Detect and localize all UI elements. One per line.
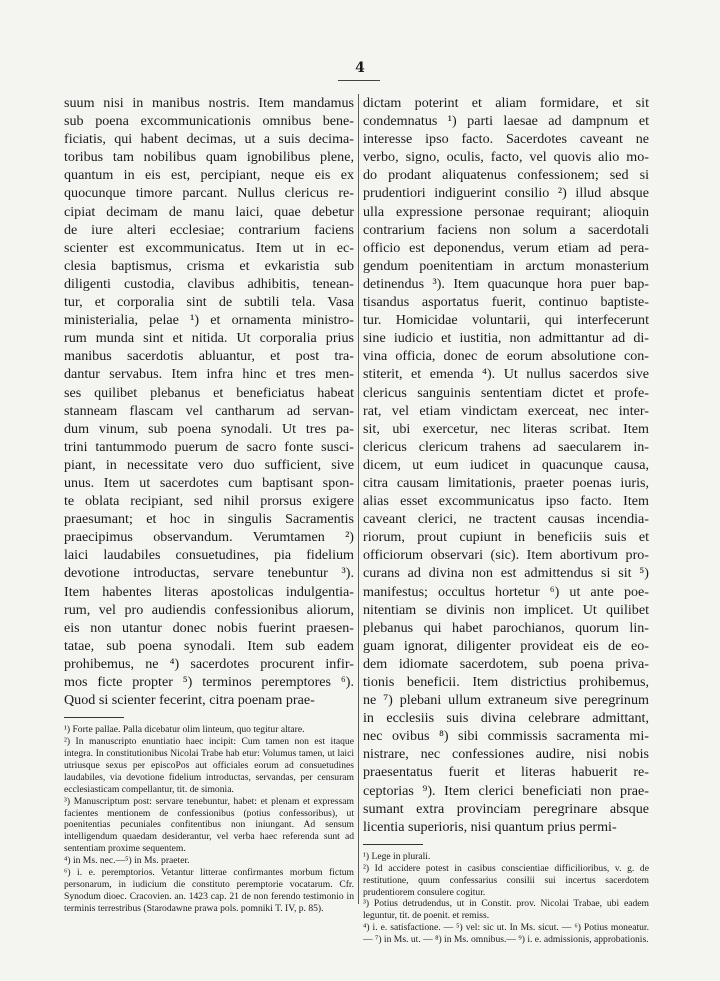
text-line: condemnatus ¹) parti laesae ad dampnum et [363,113,649,130]
text-line: dem idiomate sacerdotem, sub poena priva- [363,655,649,672]
text-line: ministerialia, pelae ¹) et ornamenta ministro- [64,312,354,329]
left-column [64,94,354,915]
text-line: caveant clerici, ne tractent causas incendia- [363,511,649,528]
text-line: toribus tam nobilibus quam ignobilibus plene, [64,149,354,166]
text-line: rat, vel etiam vindictam exerceat, nec inter- [363,402,649,419]
text-line: unus. Item ut sacerdotes cum baptisant spon- [64,474,354,491]
text-line: stanneam flascam vel cantharum ad servan- [64,402,354,419]
text-line: manibus sacerdotis abluantur, et post tra- [64,348,354,365]
text-line: quocunque timore parcant. Nullus clericus re- [64,185,354,202]
text-line: nistrare, nec confessiones audire, nisi nobis [363,746,649,763]
text-line: quantum in eis est, percipiant, neque eis ex [64,167,354,184]
text-line: trini tantummodo puerum de sacro fonte susci- [64,438,354,455]
text-line: prohibemus, ne ⁴) sacerdotes procurent infir- [64,655,354,672]
footnote: ¹) Lege in plurali. [363,850,431,862]
footnote: ²) Id accidere potest in casibus conscientiae difficilioribus, v. g. de restitutione, quum confessarius consilii sui incertus sacerdotem prudentiorem consulere cogitur. [363,862,649,898]
text-line: sumant extra provinciam peregrinare absque [363,800,649,817]
text-line: tur. Homicidae voluntarii, qui interfecerunt [363,312,649,329]
text-line: ceptorias ⁹). Item clerici beneficiati non prae- [363,782,649,799]
left-footnotes [64,724,354,915]
text-line: suum nisi in manibus nostris. Item mandamus [64,95,354,111]
text-line: devotione introductas, servare tenebuntur ³). [64,565,354,582]
text-line: officiorum observari (sic). Item abortivum pro- [363,547,649,564]
text-line: mos ficte propter ⁵) terminos peremptores ⁶). [64,674,354,690]
left-footnote-rule [64,717,124,718]
text-line: riorum, prout cupiunt in beneficiis suis et [363,529,649,546]
footnote: ¹) Forte pallae. Palla dicebatur olim linteum, quo tegitur altare. [64,724,305,736]
text-line: sine iudicio et iustitia, non admittantur ad di- [363,330,649,347]
text-line: detinendus ³). Item quacunque hora puer bap- [363,275,649,292]
text-line: dum vinum, sub poena synodali. Ut tres pa- [64,420,354,437]
footnote: ²) In manuscripto enuntiatio haec incipit: Cum tamen non est itaque integra. In constitutionibus Nicolai Trabe hab etur: Volumus tamen, ut laici utriusque sexus per episcoPos aut officiales eorum ad consuetudines laudabiles, via devotione fidelium introductas, servandas, per censuram ecclesiasticam compellantur, tit. de simonia. [64,736,354,795]
text-line: sit, ubi exercetur, nec literas scribat. Item [363,420,649,437]
text-line: nec ovibus ⁸) sibi commissis sacramenta mi- [363,728,649,745]
text-line: stiterit, et emenda ⁴). Ut nullus sacerdos sive [363,366,649,383]
text-line: nitentiam se divinis non implicet. Ut quilibet [363,601,649,618]
text-line: praecipimus observandum. Verumtamen ²) [64,529,354,546]
text-line: cipiat decimam de manu laici, quae debetur [64,203,354,220]
text-line: ulla expressione personae requirant; alioquin [363,203,649,220]
footnote: ³) Potius detrudendus, ut in Constit. prov. Nicolai Trabae, ubi eadem leguntur, tit. de poenit. et remiss. [363,898,649,922]
text-line: officio est deponendus, verum etiam ad pera- [363,239,649,256]
text-line: gendum poenitentiam in arctum monasterium [363,257,649,274]
text-line: praesentatus fuerit et literas habuerit re- [363,764,649,781]
text-line: contrarium faciens non solum a sacerdotali [363,221,649,238]
text-line: laici laudabiles consuetudines, pia fidelium [64,547,354,564]
text-line: praesumant; et hoc in singulis Sacramentis [64,511,354,528]
text-line: eis non utantur donec nobis fuerint praesen- [64,619,354,636]
text-line: de iure alteri ecclesiae; contrarium faciens [64,221,354,238]
text-line: clesia baptismus, crisma et evkaristia sub [64,257,354,274]
footnote: ⁴) in Ms. nec.—⁵) in Ms. praeter. [64,855,190,867]
footnote: ⁴) i. e. satisfactione. — ⁵) vel: sic ut. In Ms. sicut. — ⁶) Potius moneatur. — ⁷) in Ms. ut. — ⁸) in Ms. omnibus.— ⁹) i. e. admissionis, approbationis. [363,922,649,946]
text-line: ficiatis, qui habent decimas, ut a suis decima- [64,131,354,148]
text-line: alias esset excommunicatus ipso facto. Item [363,493,649,510]
text-line: clericus clericum trahens ad saecularem in- [363,438,649,455]
text-line: guam ignorat, diligenter provideat eis de eo- [363,637,649,654]
text-line: te oblata recipiant, sed nihil prorsus exigere [64,493,354,510]
text-line: in ecclesiis suis divina celebrare admittant, [363,710,649,727]
text-line: Item habentes literas apostolicas indulgentia- [64,583,354,600]
right-footnote-rule [363,844,423,845]
text-line: clericus sanguinis sententiam dictet et profe- [363,384,649,401]
text-line: tisandus asportatus fuerit, continuo baptiste- [363,294,649,311]
text-line: tatae, sub poena synodali. Item sub eadem [64,637,354,654]
page-number: 4 [355,60,365,76]
text-line: citra causam limitationis, praeter poenas iuris, [363,474,649,491]
page-number-rule [338,80,380,81]
text-line: sub poena excommunicationis omnibus bene- [64,113,354,130]
text-line: tur, et corporalia sint de subtili tela. Vasa [64,294,354,311]
text-line: manifestus; occultus hortetur ⁶) ut ante poe- [363,583,649,600]
right-column-text [363,94,649,836]
text-line: diligenti custodia, clavibus adhibitis, tenean- [64,275,354,292]
text-line: vina officia, donec de eorum absolutione con- [363,348,649,365]
text-line: tionis beneficii. Item districtius prohibemus, [363,674,649,690]
footnote: ⁶) i. e. peremptorios. Vetantur litterae confirmantes morbum fictum personarum, in iudicium die constituto peremptorie vocatarum. Cfr. Synodum dioec. Cracovien. an. 1423 cap. 21 de non ferendo testimonio in terminis terrestribus (Starodawne prawa pols. pomniki T. IV, p. 85). [64,867,354,914]
text-line: rum, vel pro audiendis confessionibus aliorum, [64,601,354,618]
text-line: interesse ipso facto. Sacerdotes caveant ne [363,131,649,148]
text-line: do prodant aliquatenus confessionem; sed si [363,167,649,184]
text-line: Quod si scienter fecerint, citra poenam prae- [64,692,315,709]
text-line: dicem, ut eum iudicet in quacunque causa, [363,456,649,473]
right-footnotes [363,851,649,946]
text-line: rum munda sint et nitida. Ut corporalia prius [64,330,354,347]
text-line: plebanus qui habet parochianos, quorum lin- [363,619,649,636]
column-divider [358,94,359,904]
text-line: dantur servabus. Item infra hinc et tres men- [64,366,354,383]
footnote: ³) Manuscriptum post: servare tenebuntur, habet: et plenam et expressam facientes mentionem de confessionibus (potius confessoribus), ut poenitentias pecuniales confitentibus non iniungant. Ad sensum intelligendum quaedam desiderantur, vel verba haec referenda sunt ad sententiam proxime sequentem. [64,795,354,855]
text-line: verbo, signo, oculis, facto, vel quovis alio mo- [363,149,649,166]
text-line: prudentiori indiguerint consilio ²) illud absque [363,185,649,202]
left-column-text [64,94,354,709]
text-line: ses quilibet plebanus et beneficiatus habeat [64,384,354,401]
text-line: piant, in necessitate vero duo sufficient, sive [64,456,354,473]
text-line: scienter est excommunicatus. Item ut in ec- [64,239,354,256]
text-line: curans ad divina non est admittendus si sit ⁵) [363,565,649,582]
text-line: ne ⁷) plebani ullum extraneum sive peregrinum [363,692,649,709]
text-line: licentia superioris, nisi quantum prius permi- [363,818,617,835]
text-line: dictam poterint et aliam formidare, et sit [363,95,649,111]
right-column [363,94,649,946]
